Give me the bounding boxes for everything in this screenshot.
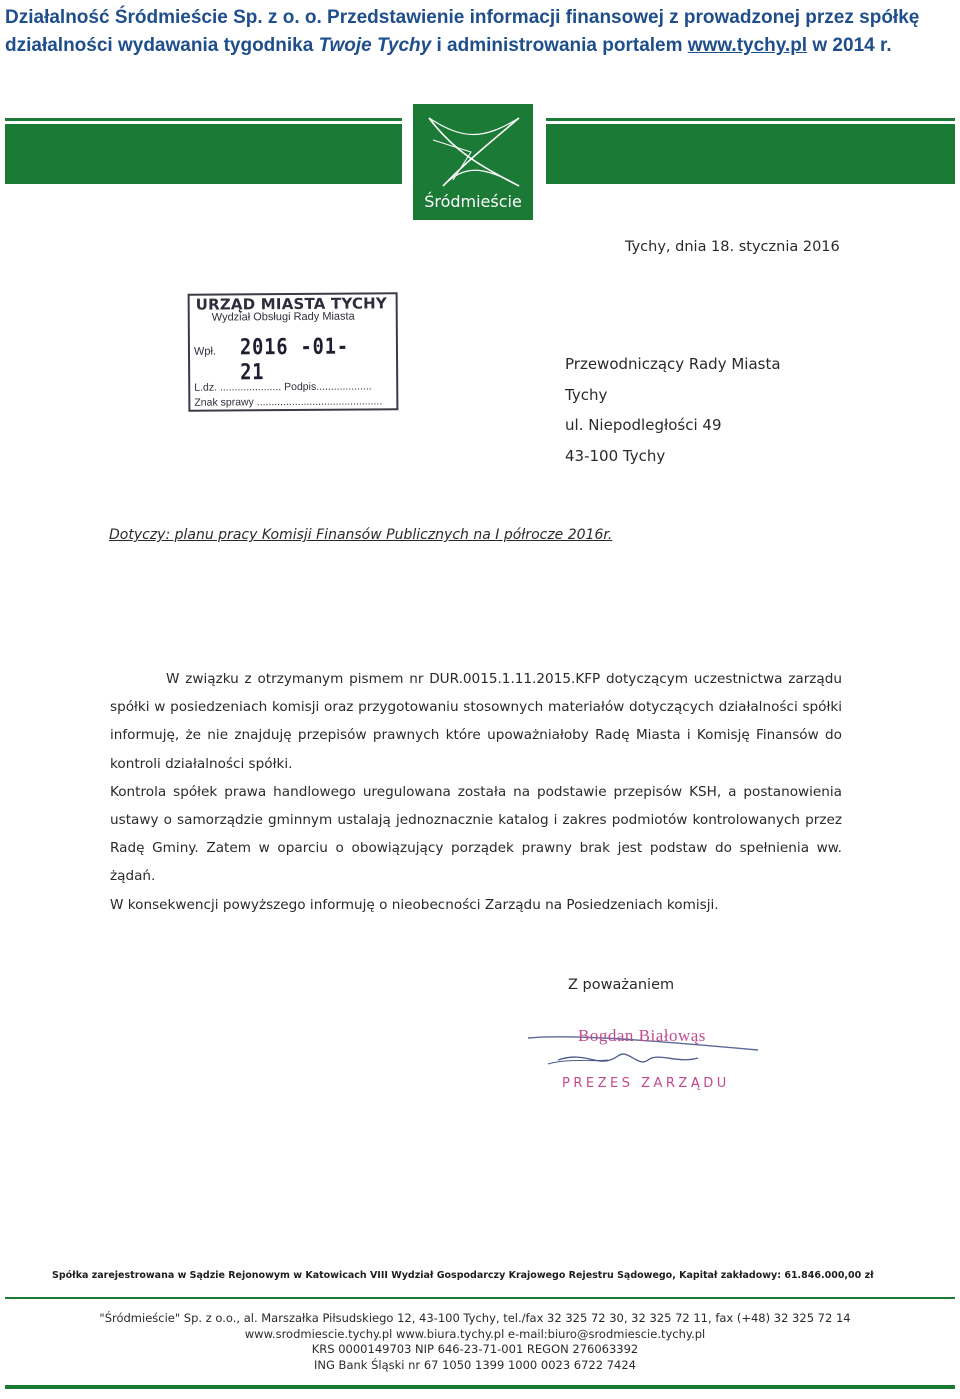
subject-line: Dotyczy: planu pracy Komisji Finansów Publicznych na I półrocze 2016r. xyxy=(109,527,613,543)
addressee-line: 43-100 Tychy xyxy=(565,446,666,465)
footer-contact-line: ING Bank Śląski nr 67 1050 1399 1000 0023 6722 7424 xyxy=(314,1357,636,1372)
logo-star-icon xyxy=(423,110,523,190)
logo-text: Śródmieście xyxy=(424,192,522,211)
addressee-line: Tychy xyxy=(565,385,608,404)
stamp-znak: Znak sprawy ........................................... xyxy=(194,395,383,409)
addressee-line: ul. Niepodległości 49 xyxy=(565,416,722,434)
signature-stamp xyxy=(528,1020,768,1100)
footer-contact-line: KRS 0000149703 NIP 646-23-71-001 REGON 276063392 xyxy=(311,1342,639,1356)
letter-body xyxy=(110,665,842,919)
body-paragraph: W związku z otrzymanym pismem nr DUR.0015.1.11.2015.KFP dotyczącym uczestnictwa zarządu spółki w posiedzeniach komisji oraz przygotowaniu stosownych materiałów dotyczących działalności spółki informuję, że nie znajduję przepisów prawnych które upoważniałoby Radę Miasta i Komisję Finansów do kontroli działalności spółki. xyxy=(110,671,842,772)
received-stamp xyxy=(188,292,399,411)
letterhead-band-right xyxy=(546,124,955,184)
signature-title: PREZES ZARZĄDU xyxy=(562,1076,730,1091)
stamp-date: 2016 -01- 21 xyxy=(239,334,350,386)
body-paragraph: Kontrola spółek prawa handlowego uregulowana została na podstawie przepisów KSH, a postanowienia ustawy o samorządzie gminnym ustalają jednoznacznie katalog i zakres podmiotów kontrolowanych przez Radę Gminy. Zatem w oparciu o obowiązujący porządek prawny brak jest podstaw do spełnienia ww. żądań. xyxy=(110,783,842,885)
signature-name: Bogdan Białowąs xyxy=(578,1026,706,1045)
letter-date: Tychy, dnia 18. stycznia 2016 xyxy=(625,239,840,255)
footer-contact xyxy=(60,1311,890,1373)
stamp-subtitle: Wydział Obsługi Rady Miasta xyxy=(211,310,355,324)
body-paragraph: W konsekwencji powyższego informuję o nieobecności Zarządu na Posiedzeniach komisji. xyxy=(110,896,719,913)
heading-text-3: w 2014 r. xyxy=(807,35,892,56)
heading-link[interactable]: www.tychy.pl xyxy=(687,35,808,56)
stamp-ldz: L.dz. ..................... Podpis................... xyxy=(194,380,372,394)
heading-italic: Twoje Tychy xyxy=(318,35,432,56)
closing-phrase: Z poważaniem xyxy=(568,977,675,993)
footer-divider xyxy=(5,1297,955,1299)
stamp-wpl-label: Wpł. xyxy=(193,345,217,358)
stamp-title: URZĄD MIASTA TYCHY xyxy=(195,294,388,314)
addressee-block xyxy=(565,349,781,471)
letterhead-band-left xyxy=(5,124,402,184)
footer-bottom-band xyxy=(5,1385,955,1389)
letterhead-line-left xyxy=(5,118,402,121)
addressee-line: Przewodniczący Rady Miasta xyxy=(565,355,781,373)
footer-contact-line: www.srodmiescie.tychy.pl www.biura.tychy.pl e-mail:biuro@srodmiescie.tychy.pl xyxy=(244,1326,706,1341)
heading-text-1: Działalność Śródmieście Sp. z o. o. Przedstawienie informacji finansowej z prowadzonej przez spółkę działalności wydawania tygodnika xyxy=(5,7,920,56)
page-heading xyxy=(5,4,955,60)
footer-registration: Spółka zarejestrowana w Sądzie Rejonowym w Katowicach VIII Wydział Gospodarczy Krajowego Rejestru Sądowego, Kapitał zakładowy: 61.846.000,00 zł xyxy=(52,1270,874,1281)
footer-contact-line: "Śródmieście" Sp. z o.o., al. Marszałka Piłsudskiego 12, 43-100 Tychy, tel./fax 32 325 72 30, 32 325 72 11, fax (+48) 32 325 72 14 xyxy=(99,1311,851,1325)
letterhead-line-right xyxy=(546,118,955,121)
company-logo xyxy=(413,104,533,220)
heading-text-2: i administrowania portalem xyxy=(431,35,688,56)
